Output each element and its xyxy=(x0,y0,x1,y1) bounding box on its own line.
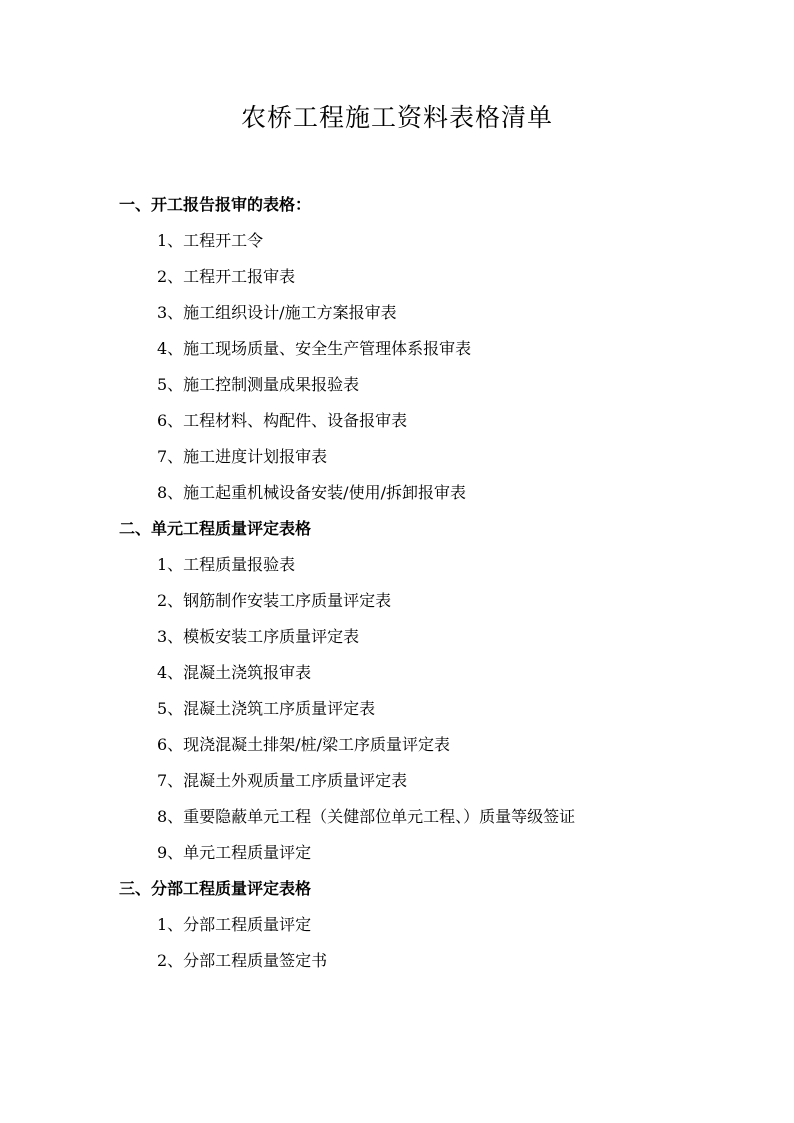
list-item: 6、现浇混凝土排架/桩/梁工序质量评定表 xyxy=(157,735,450,754)
list-item: 9、单元工程质量评定 xyxy=(157,843,312,862)
list-item: 8、重要隐蔽单元工程（关健部位单元工程、）质量等级签证 xyxy=(157,807,576,826)
list-item: 6、工程材料、构配件、设备报审表 xyxy=(157,411,408,430)
list-item: 1、分部工程质量评定 xyxy=(157,915,312,934)
list-item: 2、钢筋制作安装工序质量评定表 xyxy=(157,591,392,610)
list-item: 5、混凝土浇筑工序质量评定表 xyxy=(157,699,376,718)
list-item: 7、施工进度计划报审表 xyxy=(157,447,328,466)
section-commencement-report xyxy=(119,187,759,511)
page-title: 农桥工程施工资料表格清单 xyxy=(240,103,553,132)
list-item: 7、混凝土外观质量工序质量评定表 xyxy=(157,771,408,790)
list-item: 1、工程质量报验表 xyxy=(157,555,296,574)
list-item: 3、施工组织设计/施工方案报审表 xyxy=(157,303,397,322)
document-body xyxy=(119,187,759,979)
list-item: 4、混凝土浇筑报审表 xyxy=(157,663,312,682)
list-item: 2、工程开工报审表 xyxy=(157,267,296,286)
section-heading: 二、单元工程质量评定表格 xyxy=(119,519,312,538)
list-item: 8、施工起重机械设备安装/使用/拆卸报审表 xyxy=(157,483,466,502)
section-unit-quality-evaluation xyxy=(119,511,759,871)
list-item: 5、施工控制测量成果报验表 xyxy=(157,375,360,394)
list-item: 3、模板安装工序质量评定表 xyxy=(157,627,360,646)
list-item: 1、工程开工令 xyxy=(157,231,264,250)
section-heading: 一、开工报告报审的表格： xyxy=(119,195,312,214)
section-heading: 三、分部工程质量评定表格 xyxy=(119,879,312,898)
list-item: 2、分部工程质量签定书 xyxy=(157,951,328,970)
section-division-quality-evaluation xyxy=(119,871,759,979)
list-item: 4、施工现场质量、安全生产管理体系报审表 xyxy=(157,339,472,358)
